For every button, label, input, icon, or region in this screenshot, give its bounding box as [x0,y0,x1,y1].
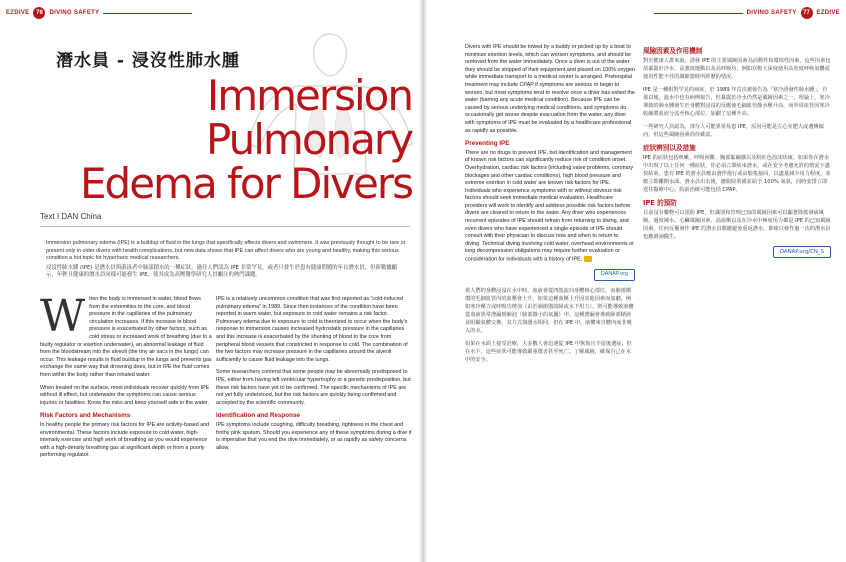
title-english-line2: Edema for Divers [80,159,412,208]
intro-english: Immersion pulmonary edema (IPE) is a buildup of fluid in the lungs that specifically affects divers and swimmers. It was previously thought to be rare or present only in older divers with health complications, but new data shows that IPE can affect divers who are young and healthy, making this serious condition a hot topic for hyperbaric medical researchers. [46,240,406,262]
col4-paragraph-1: 對於健康人群來說，誘發 IPE 的主要風險因素為活動性和環境性因素。這些因素包括暴露於冷水、高強度運動以及高呼吸功，例如在較大深度使用高密度呼吸氣體或使用性能不佳的調節器時所經歷的情況。 [643,58,831,80]
intro-block [46,240,406,282]
heading-risk-zh: 風險因素及作用機制 [643,47,703,55]
col2-paragraph-1: IPE is a relatively uncommon condition that was first reported as “cold-induced pulmonary edema” in 1989. Since then instances of the condition have been reported in warm water, but exposure to cold water remains a risk factor. Pulmonary edema due to exposure to cold is theorized to occur when the body’s response to immersion causes increased hydrostatic pressure in the capillaries and this increase is exacerbated by the shunting of blood to the core from peripheral blood vessels that constricted in response to cold. The combination of the two factors may increase pressure in the capillaries around the alveoli sufficiently to cause fluid leakage into the lungs. [216,296,408,363]
left-header-brand: EZDIVE [6,10,30,16]
right-page [423,0,846,562]
right-header-rule [654,13,743,14]
danap-cn-link[interactable]: DANAP.org/CN_S [773,246,831,258]
left-header [6,4,196,22]
col2-paragraph-2: Some researchers contend that some people may be abnormally predisposed to IPE, either from having left ventricular hypertrophy or a genetic predisposition, but these risk factors have yet to be confirmed. The specific mechanisms of IPE are not yet fully understood, but the risk factors are quickly being confirmed and accepted by the scientific community. [216,369,411,406]
col1-paragraph-2: When treated on the surface, most individuals recover quickly from IPE without ill effect, but underwater the symptoms can cause serious injuries or fatalities. Know the risks and keep yourself safe in the water. [40,384,210,406]
right-header [650,4,840,22]
heading-identification: Identification and Response [216,412,300,420]
right-header-brand: EZDIVE [816,10,840,16]
column-3 [465,44,635,369]
col3-chinese-paragraph-1: 當人們的身體浸沒在水中時，血液會從四肢流向身體核心部位，而肺部循環的毛細血管內的血壓會上升。如果這種血壓上升因其他因素而加劇，例如寒冷壓力或呼吸功增加（由於調節器故障或水下用力），則可能導致液體從血液異常滲漏到肺泡（肺部微小的氣囊）中。這種滲漏會導致肺部積液並阻礙氣體交換，其方式與溺水相同，但在 IPE 中，液體來自體內而非吸入的水。 [465,287,634,334]
danap-link[interactable]: DANAP.org [594,269,635,281]
left-header-rule [103,13,192,14]
left-header-section: DIVING SAFETY [49,10,100,16]
byline-rule [40,226,410,227]
link-badge-wrap [465,269,635,281]
left-page-number: 76 [33,7,45,19]
heading-preventing: Preventing IPE [465,140,510,148]
intro-chinese: 浸沒性肺水腫 (IPE) 是潛水員與游泳者中肺部積水的一種症狀。過往人們認為 IPE 非常罕見，或者只發生於患有健康問題的年長潛水員，但新數據顯示，年輕且健康的潛水員同樣可能發生 IPE，使其成為高壓醫學研究人員關注的熱門課題。 [46,264,397,279]
col4-paragraph-3: 一些研究人員認為，部分人可能異常易患 IPE，原因可能是左心室肥大或遺傳傾向，但這些風險因素尚待確認。 [643,124,824,138]
page-gutter [419,0,427,562]
col1-paragraph-3: In healthy people the primary risk factors for IPE are activity-based and environmental. These factors include exposure to cold water, high-intensity exercise and high work of breathing as you would experience with a high-density breathing gas at significant depth or from a poorly performing regulator. [40,421,210,459]
col4-paragraph-4: IPE 的症狀包括咳嗽、呼吸困難、胸部緊繃感以及粉紅色泡沫狀痰。如果你在潛水中出現了以上任何一種症狀，你必須立即結束潛水，或在安全考慮允許的情況下盡快結束。患有 IPE 的潛水員應由潛伴拖行或由船隻接回，以盡量減少用力程度，並應立即離開水面。潛水員出水後，應脫除裝備並給予 100% 氧氣，同時安排立即送往醫療中心。院前治療可能包括 CPAP。 [643,155,831,193]
col3-chinese-paragraph-2: 如果在水面上接受治療，大多數人會迅速從 IPE 中恢復且不留後遺症，但在水下，這些症狀可能導致嚴重傷害甚至死亡。了解風險，確保自己在水中的安全。 [465,340,632,363]
heading-risk-factors: Risk Factors and Mechanisms [40,412,131,420]
column-1 [40,291,212,465]
heading-identification-zh: 症狀辨別以及措施 [643,144,696,152]
col3-paragraph-2-wrap [465,150,635,264]
drop-cap: W [40,291,86,342]
title-english-line1: Immersion Pulmonary [206,71,412,164]
title-english [32,71,412,208]
col3-paragraph-1: Divers with IPE should be towed by a buddy or picked up by a boat to minimize exertion levels, which can worsen symptoms, and should be removed from the water immediately. Once a diver is out of the water they should be stripped of their equipment and placed on 100% oxygen while immediate transport to a medical center is arranged. Prehospital treatment may include CPAP if symptoms are serious or begin to worsen, but most symptoms tend to resolve once a diver has exited the water (barring any acute medical condition). Because IPE can be caused by serious underlying medical conditions, and symptoms do occasionally get worse despite evacuation from the water, any diver with symptoms of IPE must be evaluated by a healthcare professional as rapidly as possible. [465,44,635,134]
right-page-number: 77 [801,7,813,19]
col4-paragraph-2: IPE 是一種相對罕見的病症，於 1989 年首次被報告為「寒冷誘發性肺水腫」。自那以後，溫水中也有病例報告，但暴露於冷水仍然是風險因素之一。理論上，寒冷導致的肺水腫發生於身體對浸沒的反應使毛細血管靜水壓升高，而外周血管因寒冷收縮將血液分流至核心部位，加劇了這種升高。 [643,87,830,117]
col2-paragraph-3: IPE symptoms include coughing, difficulty breathing, tightness in the chest and frothy pink sputum. Should you experience any of these symptoms during a dive it is imperative that you end the dive immediately, or as rapidly as safety concerns allow. [216,421,412,451]
column-2 [216,296,412,457]
byline: Text I DAN China [40,212,102,221]
col3-paragraph-2: There are no drugs to prevent IPE, but identification and management of known risk factors can significantly reduce risk of condition onset. Overhydration, cardiac risk factors (including valve problems, coronary blockages and other cardiac conditions), high blood pressure and extreme exertion in cold water are known risk factors for IPE. Individuals who experience symptoms with or without obvious risk factors should seek immediate medical evaluation. Healthcare providers will work to identify and address possible risk factors before divers are cleared to return to the water. Any diver who experiences recurrent episodes of IPE should refrain from returning to diving, and even divers who have experienced a single episode of IPE should consult with their physician to discuss how and when to return to diving. Technical diving involving cold water, overhead environments or long decompression obligations may require further evaluation or consideration for individuals with a history of IPE. [465,149,634,263]
col1-paragraph-1: hen the body is immersed in water, blood flows from the extremities to the core, and blood pressure in the capillaries of the pulmonary circulation increases. If this increase in blood pressure is exacerbated by other factors, such as cold stress or increased work of breathing (due to a faulty regulator or exertion underwater), an abnormal leakage of fluid from the bloodstream into the alveoli (the tiny air sacs in the lungs) can occur. This leakage results in fluid buildup in the lungs and prevents gas exchange the same way that drowning does, but in IPE the fluid comes from within the body rather than inhaled water. [40,296,212,378]
title-chinese: 潛水員 - 浸沒性肺水腫 [56,51,240,71]
arrow-icon [584,256,592,262]
heading-preventing-zh: IPE 的預防 [643,199,677,207]
col3-chinese [465,287,635,364]
col4-paragraph-5: 目前沒有藥物可以預防 IPE，但識別和管理已知的風險因素可以顯著降低發病風險。過度補水、心臟風險因素、高血壓以及在冷水中極度用力都是 IPE 的已知風險因素。任何反覆發作 IPE 的潛水員都應避免重返潛水，即使只發作過一次的潛水員也應諮詢醫生。 [643,210,831,240]
link-badge-wrap-cn [643,246,831,258]
right-header-section: DIVING SAFETY [746,10,797,16]
column-4 [643,44,831,264]
